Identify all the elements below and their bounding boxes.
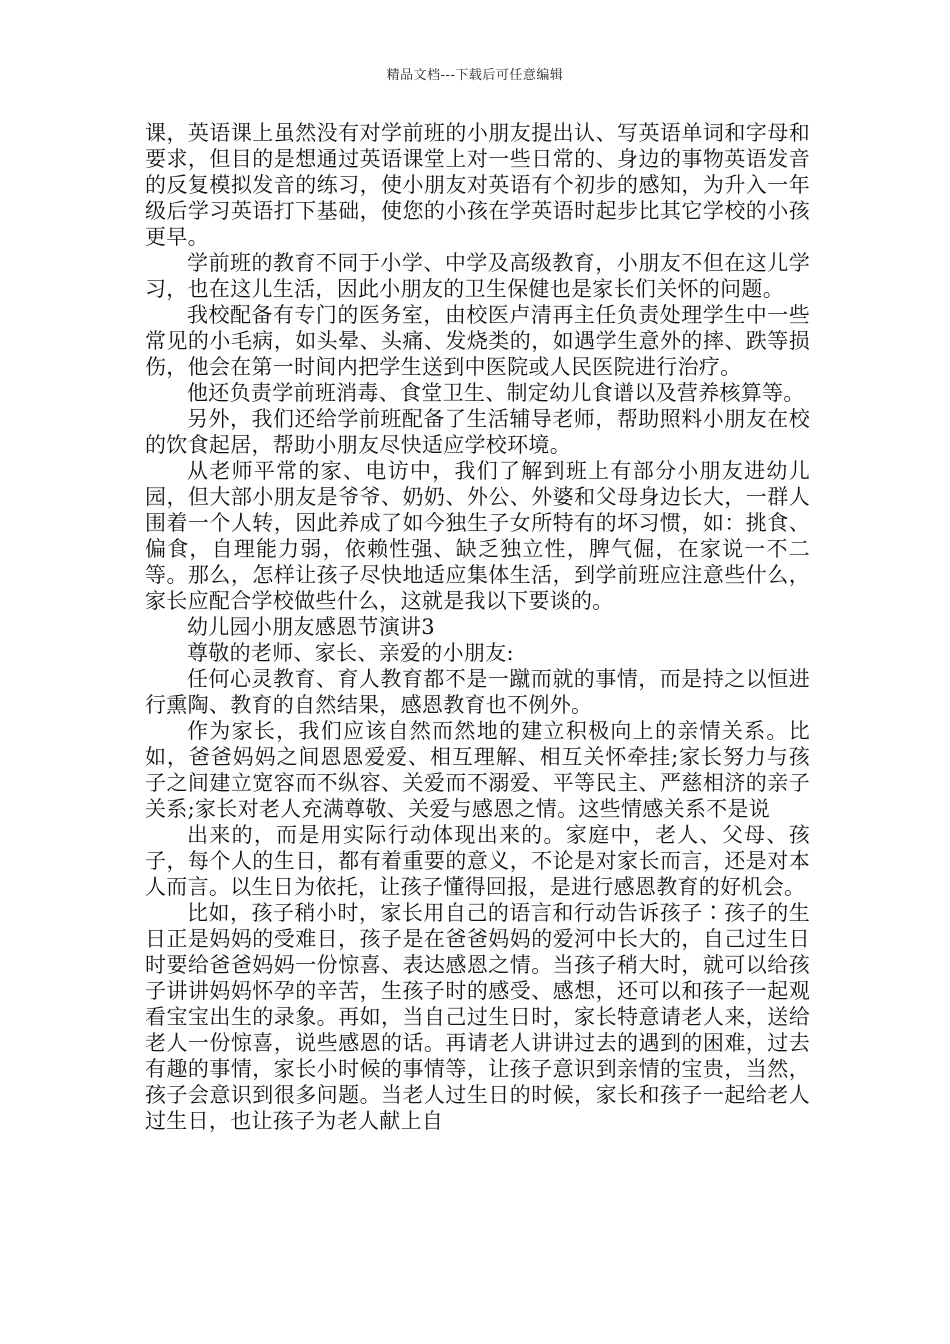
paragraph: 他还负责学前班消毒、食堂卫生、制定幼儿食谱以及营养核算等。	[187, 381, 805, 405]
paragraph: 另外，我们还给学前班配备了生活辅导老师，帮助照料小朋友在校的饮食起居，帮助小朋友尽快适应学校环境。	[145, 407, 810, 457]
paragraph: 我校配备有专门的医务室，由校医卢清再主任负责处理学生中一些常见的小毛病，如头晕、头痛、发烧类的，如遇学生意外的摔、跌等损伤，他会在第一时间内把学生送到中医院或人民医院进行治疗。	[145, 303, 810, 379]
salutation: 尊敬的老师、家长、亲爱的小朋友:	[187, 641, 514, 665]
paragraph: 从老师平常的家、电访中，我们了解到班上有部分小朋友进幼儿园，但大部小朋友是爷爷、奶奶、外公、外婆和父母身边长大，一群人围着一个人转，因此养成了如今独生子女所特有的坏习惯，如：挑食、偏食，自理能力弱，依赖性强、缺乏独立性，脾气倔，在家说一不二等。那么，怎样让孩子尽快地适应集体生活，到学前班应注意些什么，家长应配合学校做些什么，这就是我以下要谈的。	[145, 459, 810, 613]
section-title: 幼儿园小朋友感恩节演讲3	[187, 615, 435, 639]
paragraph: 作为家长，我们应该自然而然地的建立积极向上的亲情关系。比如，爸爸妈妈之间恩恩爱爱、相互理解、相互关怀牵挂;家长努力与孩子之间建立宽容而不纵容、关爱而不溺爱、平等民主、严慈相济的亲子关系;家长对老人充满尊敬、关爱与感恩之情。这些情感关系不是说	[145, 719, 810, 821]
document-body	[145, 120, 810, 1134]
paragraph: 出来的，而是用实际行动体现出来的。家庭中，老人、父母、孩子，每个人的生日，都有着重要的意义，不论是对家长而言，还是对本人而言。以生日为依托，让孩子懂得回报，是进行感恩教育的好机会。	[145, 823, 810, 899]
paragraph: 学前班的教育不同于小学、中学及高级教育，小朋友不但在这儿学习，也在这儿生活，因此小朋友的卫生保健也是家长们关怀的问题。	[145, 251, 810, 301]
paragraph: 任何心灵教育、育人教育都不是一蹴而就的事情，而是持之以恒进行熏陶、教育的自然结果，感恩教育也不例外。	[145, 667, 810, 717]
paragraph: 比如，孩子稍小时，家长用自己的语言和行动告诉孩子∶孩子的生日正是妈妈的受难日，孩子是在爸爸妈妈的爱河中长大的，自己过生日时要给爸爸妈妈一份惊喜、表达感恩之情。当孩子稍大时，就可以给孩子讲讲妈妈怀孕的辛苦，生孩子时的感受、感想，还可以和孩子一起观看宝宝出生的录象。再如，当自己过生日时，家长特意请老人来，送给老人一份惊喜，说些感恩的话。再请老人讲讲过去的遇到的困难，过去有趣的事情，家长小时候的事情等，让孩子意识到亲情的宝贵，当然，孩子会意识到很多问题。当老人过生日的时候，家长和孩子一起给老人过生日，也让孩子为老人献上自	[145, 901, 810, 1133]
page-header: 精品文档---下载后可任意编辑	[386, 68, 564, 83]
paragraph-continuation: 课，英语课上虽然没有对学前班的小朋友提出认、写英语单词和字母和要求，但目的是想通过英语课堂上对一些日常的、身边的事物英语发音的反复模拟发音的练习，使小朋友对英语有个初步的感知，为升入一年级后学习英语打下基础，使您的小孩在学英语时起步比其它学校的小孩更早。	[145, 121, 810, 249]
